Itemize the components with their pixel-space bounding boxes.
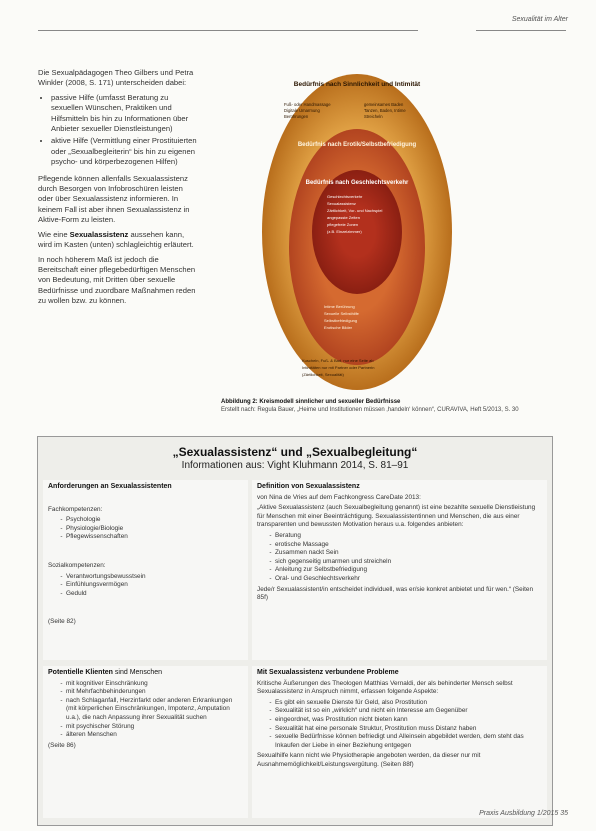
intro-paragraph: Die Sexualpädagogen Theo Gilbers und Petra Winkler (2008, S. 171) unterscheiden dabei: bbox=[38, 68, 194, 88]
paragraph: Sexualhilfe kann nicht wie Physiotherapie angeboten werden, da dieser nur mit Ausnahmemöglichkeit/Leistungsvergütung. (Seiten 88f) bbox=[257, 752, 481, 768]
list-item: - erotische Massage bbox=[275, 541, 542, 550]
inner-item: pflegefreie Zonen bbox=[327, 222, 359, 227]
bold-term: Sexualassistenz bbox=[69, 229, 129, 239]
skills-list bbox=[48, 573, 243, 599]
outer-item: Digitale Umarmung bbox=[284, 108, 320, 113]
list-item: - eingeordnet, was Prostitution nicht bieten kann bbox=[275, 716, 542, 725]
outer-item: Streicheln bbox=[364, 114, 383, 119]
list-item: - Anleitung zur Selbstbefriedigung bbox=[275, 566, 542, 575]
paragraph bbox=[38, 230, 200, 251]
inner-title: Bedürfnis nach Geschlechtsverkehr bbox=[305, 180, 409, 186]
paragraph: In noch höherem Maß ist jedoch die Bereitschaft einer pflegebedürftigen Menschen von Bedeutung, mit Dritten über sexuelle Bedürfnisse und zuordbare Maßnahmen reden zu wollen bzw. zu können. bbox=[38, 254, 196, 306]
services-list bbox=[257, 532, 542, 584]
running-header: Sexualität im Alter bbox=[511, 16, 568, 23]
inner-item: Sexualassistenz bbox=[327, 201, 356, 206]
list-item: - Pflegewissenschaften bbox=[66, 533, 243, 542]
header-rule-right bbox=[476, 30, 566, 31]
box-title: „Sexualassistenz“ und „Sexualbegleitung“ bbox=[172, 445, 418, 459]
heading-rest: sind Menschen bbox=[112, 669, 162, 676]
middle-title: Bedürfnis nach Erotik/Selbstbefriedigung bbox=[297, 142, 417, 148]
box-subtitle: Informationen aus: Vight Kluhmann 2014, S. 81–91 bbox=[181, 460, 409, 471]
skills-list bbox=[48, 516, 243, 542]
middle-item: Sexuelle Selbsthilfe bbox=[324, 311, 359, 316]
panel-heading: Anforderungen an Sexualassistenten bbox=[48, 483, 172, 490]
text-run: aussehen kann, wird im Kasten (unten) schlagleichtig erläutert. bbox=[38, 229, 194, 250]
outer-item: Intimitäten nur mit Partner oder Partnerin bbox=[302, 365, 375, 370]
caption-source: Erstellt nach: Regula Bauer, „Heime und Institutionen müssen ‚handeln‘ können“, CURAVIVA, Heft 5/2013, S. 30 bbox=[221, 407, 519, 413]
source-ref: (Seite 82) bbox=[48, 618, 76, 626]
outer-title: Bedürfnis nach Sinnlichkeit und Intimität bbox=[293, 81, 421, 88]
heading-bold: Potentielle Klienten bbox=[48, 669, 113, 676]
problems-list bbox=[257, 699, 542, 751]
paragraph: von Nina de Vries auf dem Fachkongress CareDate 2013: bbox=[257, 493, 421, 501]
inner-item: Zärtlichkeit, Vor- und Nachspiel bbox=[327, 208, 383, 213]
panel-heading: Mit Sexualassistenz verbundene Probleme bbox=[257, 669, 399, 676]
list-item: - Einfühlungsvermögen bbox=[66, 581, 243, 590]
outer-item: Tanzen, Baden, Intime bbox=[364, 108, 406, 113]
text-run: Wie eine bbox=[38, 229, 70, 239]
paragraph: Pflegende können allenfalls Sexualassistenz durch Besorgen von Infobroschüren leisten oder über Sexualassistenz informieren. In keinem Fall ist aber ihnen Sexualassistenz in Aktive-Form zu leisten. bbox=[38, 173, 190, 225]
paragraph: Kritische Äußerungen des Theologen Matthias Vernaldi, der als behinderter Mensch selbst Sexualassistenz in Anspruch nimmt, erfassen folgende Aspekte: bbox=[257, 679, 513, 696]
list-item: - sich gegenseitig umarmen und streicheln bbox=[275, 558, 542, 567]
label: Sozialkompetenzen: bbox=[48, 561, 106, 569]
caption-label: Abbildung 2: Kreismodell sinnlicher und sexueller Bedürfnisse bbox=[221, 399, 401, 405]
left-text-column bbox=[38, 68, 200, 311]
outer-item: (Zärtlichkeit, Sexualität) bbox=[302, 372, 344, 377]
list-item: - Beratung bbox=[275, 532, 542, 541]
inner-item: Geschlechtsverkehr bbox=[327, 194, 363, 199]
panel-heading: Definition von Sexualassistenz bbox=[257, 483, 360, 490]
requirements-panel bbox=[43, 480, 248, 660]
outer-item: Kuscheln, Fuß- & Bad, nur eine Seite ab bbox=[302, 358, 374, 363]
list-item: - Oral- und Geschlechtsverkehr bbox=[275, 575, 542, 584]
help-types-list bbox=[38, 93, 200, 168]
middle-item: Erotische Bilder bbox=[324, 325, 353, 330]
panel-heading bbox=[48, 669, 243, 678]
definition-panel bbox=[252, 480, 547, 660]
list-item: - Sexualität ist so ein „wirklich“ und nicht ein Interesse am Gegenüber bbox=[275, 707, 542, 716]
list-item: - Psychologie bbox=[66, 516, 243, 525]
page-footer: Praxis Ausbildung 1/2015 35 bbox=[479, 810, 568, 817]
list-item: • aktive Hilfe (Vermittlung einer Prostituierten oder „Sexualbegleiterin“ bis hin zu eigenen psycho- und körperbezogenen Hilfen) bbox=[51, 136, 200, 167]
outer-item: Berührungen bbox=[284, 114, 309, 119]
paragraph: „Aktive Sexualassistenz (auch Sexualbegleitung genannt) ist eine bezahlte sexuelle Dienstleistung für Menschen mit einer Beeinträchtigung. Sexualassistentinnen und Menschen, die aus einer transparenten und bewussten Motivation heraus u.a. folgendes anbieten: bbox=[257, 504, 536, 529]
label: Fachkompetenzen: bbox=[48, 505, 103, 513]
list-item: • passive Hilfe (umfasst Beratung zu sexuellen Wünschen, Praktiken und Hilfsmitteln bis hin zu Informationen über Anbieter sexueller Dienstleistungen) bbox=[51, 93, 200, 135]
source-ref: (Seite 86) bbox=[48, 741, 76, 749]
list-item: - Verantwortungsbewusstsein bbox=[66, 573, 243, 582]
clients-panel bbox=[43, 666, 248, 818]
list-item: - nach Schlaganfall, Herzinfarkt oder anderen Erkrankungen (mit körperlichen Einschränkungen, Impotenz, Amputation u.a.), die nach Anpassung ihrer Sexualität suchen bbox=[66, 697, 243, 723]
clients-list bbox=[48, 680, 243, 740]
list-item: - Es gibt ein sexuelle Dienste für Geld, also Prostitution bbox=[275, 699, 542, 708]
list-item: - Geduld bbox=[66, 590, 243, 599]
list-item: - sexuelle Bedürfnisse können befriedigt und Alleinsein abgebildet werden, dem steht das Inkaufen der Liebe in einer Beziehung entgegen bbox=[275, 733, 542, 750]
inner-item: angepasste Zeiten bbox=[327, 215, 360, 220]
list-item: - Zusammen nackt Sein bbox=[275, 549, 542, 558]
figure-caption bbox=[221, 398, 551, 414]
paragraph: Jede/r Sexualassistent/in entscheidet individuell, was er/sie konkret anbietet und für wen.“ (Seiten 85f) bbox=[257, 585, 534, 602]
list-item: - mit Mehrfachbehinderungen bbox=[66, 688, 243, 697]
problems-panel bbox=[252, 666, 547, 818]
list-item: - mit kognitiver Einschränkung bbox=[66, 680, 243, 689]
needs-circle-diagram bbox=[262, 72, 452, 392]
header-rule bbox=[38, 30, 418, 31]
list-item: - Sexualität hat eine personale Struktur, Prostitution muss Distanz haben bbox=[275, 725, 542, 734]
middle-item: Intime Berührung bbox=[324, 304, 355, 309]
outer-item: Fuß- oder Handmassage bbox=[284, 102, 331, 107]
inner-item: (z.B. Einzelzimmer) bbox=[327, 229, 362, 234]
info-box bbox=[37, 436, 553, 826]
list-item: - älteren Menschen bbox=[66, 731, 243, 740]
outer-item: gemeinsames Baden bbox=[364, 102, 404, 107]
middle-item: Selbstbefriedigung bbox=[324, 318, 358, 323]
list-item: - mit psychischer Störung bbox=[66, 723, 243, 732]
list-item: - Physiologie/Biologie bbox=[66, 525, 243, 534]
